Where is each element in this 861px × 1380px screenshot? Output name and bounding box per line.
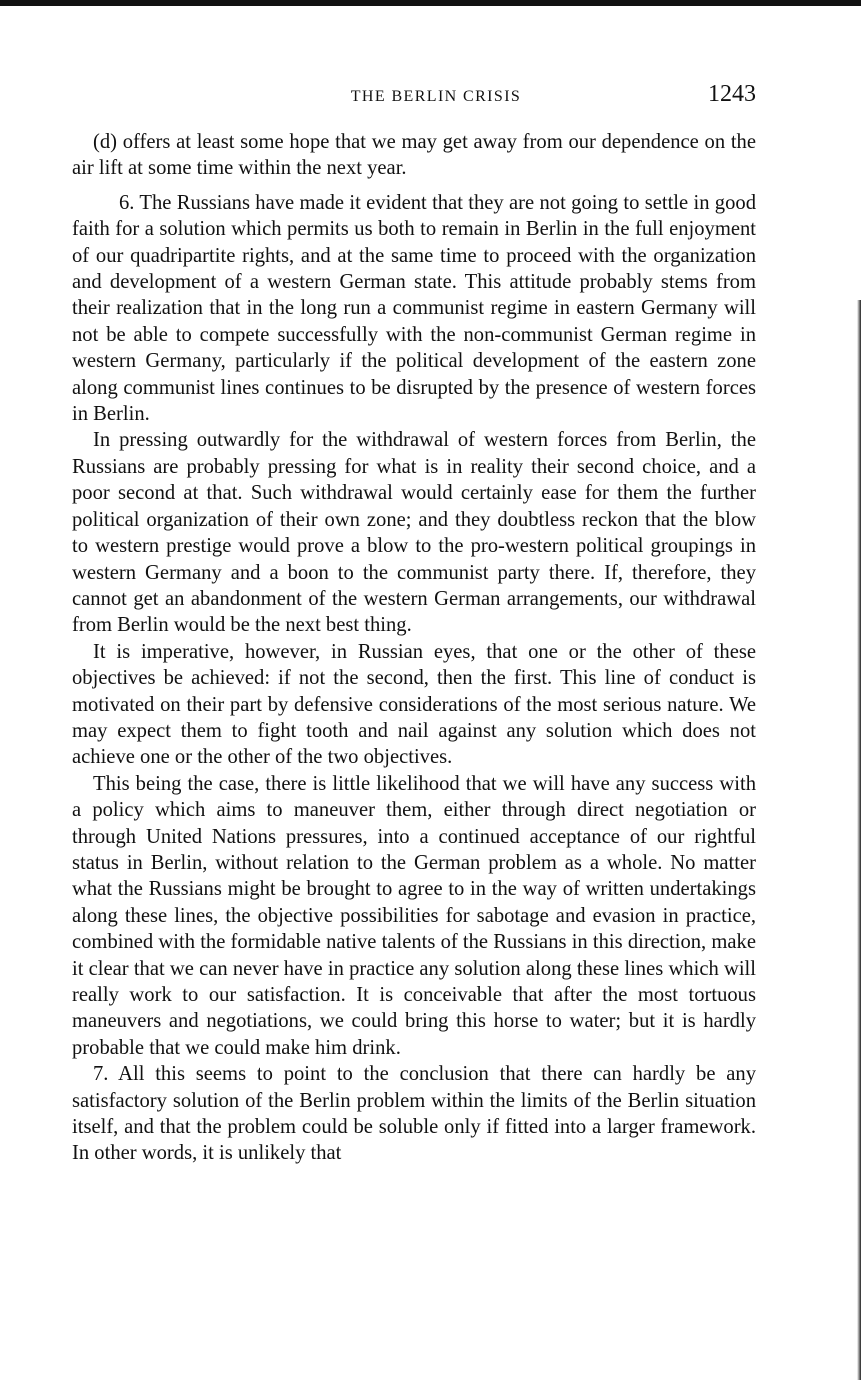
page-number: 1243 [708,81,756,107]
paragraph-item-d: (d) offers at least some hope that we may get away from our dependence on the air lift at some time within the next year. [72,131,756,180]
running-head: THE BERLIN CRISIS [350,88,522,105]
paragraph-section-6: 6. The Russians have made it evident that they are not going to settle in good faith for a solution which permits us both to remain in Berlin in the full enjoyment of our quadripartite rights, and at the same time to proceed with the organization and development of a western German state. This attitude probably stems from their realization that in the long run a communist regime in eastern Germany will not be able to compete successfully with the non-communist German regime in western Germany, particularly if the political development of the eastern zone along communist lines continues to be disrupted by the presence of western forces in Berlin. [72,191,756,426]
scan-edge-shadow [857,300,861,1380]
page-header [72,81,756,116]
body-text [72,129,756,1167]
paragraph-imperative: It is imperative, however, in Russian eyes, that one or the other of these objectives be achieved: if not the second, then the first. This line of conduct is motivated on their part by defensive considerations of the most serious nature. We may expect them to fight tooth and nail against any solution which does not achieve one or the other of the two objectives. [72,640,756,769]
paragraph-withdrawal: In pressing outwardly for the withdrawal of western forces from Berlin, the Russians are probably pressing for what is in reality their second choice, and a poor second at that. Such withdrawal would certainly ease for them the further political organization of their own zone; and they doubtless reckon that the blow to western prestige would prove a blow to the pro-western political groupings in western Germany and a boon to the communist party there. If, therefore, they cannot get an abandonment of the western German arrangements, our withdrawal from Berlin would be the next best thing. [72,429,756,637]
paragraph-likelihood: This being the case, there is little likelihood that we will have any success with a policy which aims to maneuver them, either through direct negotiation or through United Nations pressures, into a continued acceptance of our rightful status in Berlin, without relation to the German problem as a whole. No matter what the Russians might be brought to agree to in the way of written undertakings along these lines, the objective possibilities for sabotage and evasion in practice, combined with the formidable native talents of the Russians in this direction, make it clear that we can never have in practice any solution along these lines which will really work to our satisfaction. It is conceivable that after the most tortuous maneuvers and negotiations, we could bring this horse to water; but it is hardly probable that we could make him drink. [72,772,756,1059]
paragraph-section-7: 7. All this seems to point to the conclusion that there can hardly be any satisfactory solution of the Berlin problem within the limits of the Berlin situation itself, and that the problem could be soluble only if fitted into a larger framework. In other words, it is unlikely that [72,1063,756,1165]
page-top-rule [0,0,861,6]
